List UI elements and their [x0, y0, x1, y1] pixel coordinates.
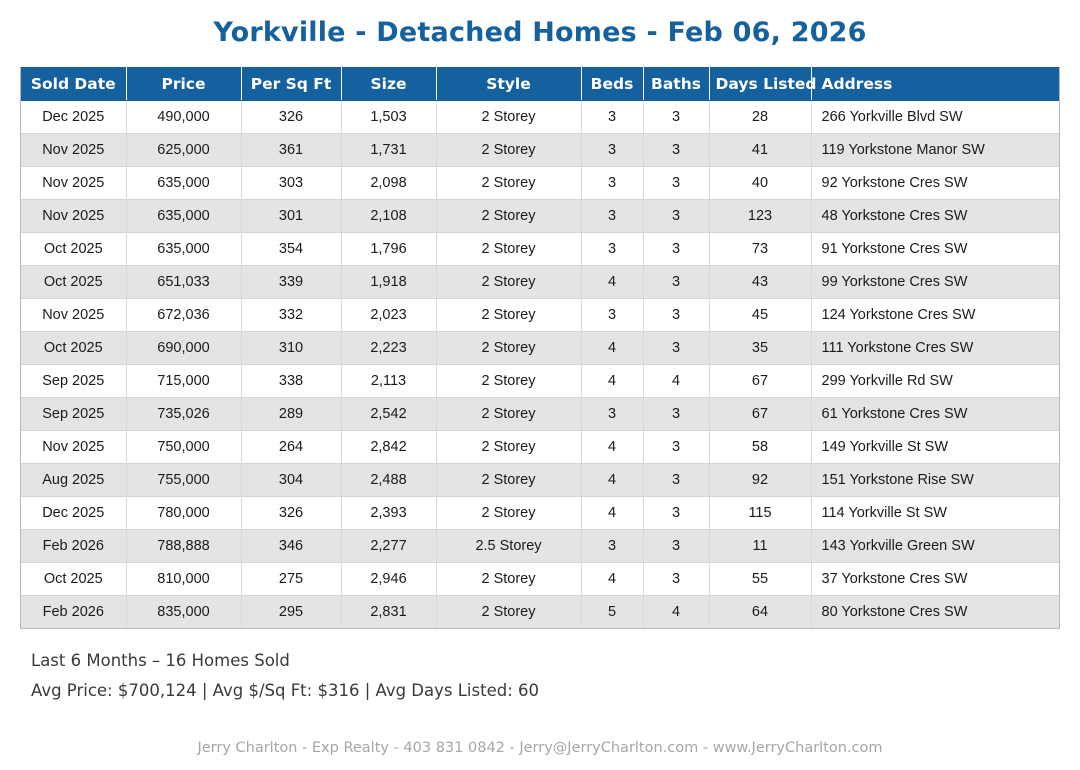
cell-style: 2 Storey [436, 463, 581, 496]
cell-address: 266 Yorkville Blvd SW [811, 100, 1059, 133]
table-row[interactable] [21, 232, 1059, 265]
cell-days-listed: 45 [709, 298, 811, 331]
cell-days-listed: 123 [709, 199, 811, 232]
cell-sold-date: Dec 2025 [21, 496, 126, 529]
cell-style: 2 Storey [436, 265, 581, 298]
cell-per-sq-ft: 326 [241, 496, 341, 529]
cell-per-sq-ft: 310 [241, 331, 341, 364]
cell-sold-date: Aug 2025 [21, 463, 126, 496]
table-row[interactable] [21, 100, 1059, 133]
cell-style: 2 Storey [436, 133, 581, 166]
cell-size: 2,393 [341, 496, 436, 529]
cell-baths: 3 [643, 430, 709, 463]
cell-sold-date: Nov 2025 [21, 298, 126, 331]
table-row[interactable] [21, 463, 1059, 496]
cell-beds: 3 [581, 100, 643, 133]
cell-size: 2,277 [341, 529, 436, 562]
cell-per-sq-ft: 275 [241, 562, 341, 595]
cell-beds: 3 [581, 199, 643, 232]
cell-days-listed: 64 [709, 595, 811, 628]
table-row[interactable] [21, 199, 1059, 232]
cell-style: 2 Storey [436, 331, 581, 364]
cell-days-listed: 55 [709, 562, 811, 595]
cell-beds: 4 [581, 430, 643, 463]
cell-size: 1,918 [341, 265, 436, 298]
cell-address: 91 Yorkstone Cres SW [811, 232, 1059, 265]
cell-style: 2 Storey [436, 298, 581, 331]
column-header-price[interactable]: Price [126, 67, 241, 100]
cell-beds: 4 [581, 562, 643, 595]
cell-days-listed: 40 [709, 166, 811, 199]
cell-address: 92 Yorkstone Cres SW [811, 166, 1059, 199]
cell-size: 1,796 [341, 232, 436, 265]
table-body [21, 100, 1059, 628]
column-header-beds[interactable]: Beds [581, 67, 643, 100]
summary-block [31, 646, 1080, 706]
cell-days-listed: 41 [709, 133, 811, 166]
cell-size: 1,731 [341, 133, 436, 166]
column-header-sold-date[interactable]: Sold Date [21, 67, 126, 100]
cell-beds: 4 [581, 331, 643, 364]
cell-address: 37 Yorkstone Cres SW [811, 562, 1059, 595]
cell-size: 2,946 [341, 562, 436, 595]
cell-baths: 3 [643, 166, 709, 199]
cell-price: 635,000 [126, 199, 241, 232]
sales-table [21, 67, 1059, 628]
cell-price: 810,000 [126, 562, 241, 595]
cell-per-sq-ft: 264 [241, 430, 341, 463]
cell-price: 755,000 [126, 463, 241, 496]
cell-per-sq-ft: 301 [241, 199, 341, 232]
column-header-per-sq-ft[interactable]: Per Sq Ft [241, 67, 341, 100]
cell-sold-date: Nov 2025 [21, 199, 126, 232]
cell-beds: 5 [581, 595, 643, 628]
cell-price: 780,000 [126, 496, 241, 529]
page-title: Yorkville - Detached Homes - Feb 06, 2026 [213, 17, 867, 48]
cell-price: 788,888 [126, 529, 241, 562]
cell-address: 143 Yorkville Green SW [811, 529, 1059, 562]
cell-days-listed: 67 [709, 397, 811, 430]
cell-days-listed: 58 [709, 430, 811, 463]
cell-sold-date: Nov 2025 [21, 133, 126, 166]
cell-sold-date: Nov 2025 [21, 430, 126, 463]
table-row[interactable] [21, 298, 1059, 331]
cell-per-sq-ft: 339 [241, 265, 341, 298]
cell-price: 625,000 [126, 133, 241, 166]
cell-baths: 3 [643, 331, 709, 364]
cell-days-listed: 73 [709, 232, 811, 265]
agent-credit-line: Jerry Charlton - Exp Realty - 403 831 0842 - Jerry@JerryCharlton.com - www.JerryCharlton.com [197, 740, 883, 756]
sales-table-container [20, 67, 1060, 629]
cell-per-sq-ft: 326 [241, 100, 341, 133]
cell-beds: 3 [581, 529, 643, 562]
cell-size: 2,831 [341, 595, 436, 628]
cell-days-listed: 115 [709, 496, 811, 529]
table-row[interactable] [21, 595, 1059, 628]
cell-style: 2 Storey [436, 232, 581, 265]
cell-style: 2.5 Storey [436, 529, 581, 562]
summary-line-averages: Avg Price: $700,124 | Avg $/Sq Ft: $316 | Avg Days Listed: 60 [31, 681, 539, 701]
cell-price: 635,000 [126, 166, 241, 199]
cell-size: 2,108 [341, 199, 436, 232]
cell-style: 2 Storey [436, 562, 581, 595]
cell-days-listed: 67 [709, 364, 811, 397]
cell-address: 80 Yorkstone Cres SW [811, 595, 1059, 628]
cell-per-sq-ft: 289 [241, 397, 341, 430]
cell-baths: 3 [643, 496, 709, 529]
column-header-size[interactable]: Size [341, 67, 436, 100]
table-row[interactable] [21, 166, 1059, 199]
column-header-address[interactable]: Address [811, 67, 1059, 100]
cell-baths: 3 [643, 232, 709, 265]
cell-beds: 4 [581, 463, 643, 496]
cell-sold-date: Oct 2025 [21, 331, 126, 364]
table-row[interactable] [21, 397, 1059, 430]
cell-per-sq-ft: 346 [241, 529, 341, 562]
cell-sold-date: Sep 2025 [21, 364, 126, 397]
cell-beds: 3 [581, 166, 643, 199]
cell-beds: 3 [581, 397, 643, 430]
cell-price: 672,036 [126, 298, 241, 331]
cell-beds: 3 [581, 133, 643, 166]
cell-sold-date: Oct 2025 [21, 265, 126, 298]
table-row[interactable] [21, 496, 1059, 529]
table-row[interactable] [21, 562, 1059, 595]
cell-baths: 4 [643, 595, 709, 628]
column-header-baths[interactable]: Baths [643, 67, 709, 100]
cell-price: 635,000 [126, 232, 241, 265]
cell-baths: 3 [643, 529, 709, 562]
cell-price: 715,000 [126, 364, 241, 397]
cell-beds: 3 [581, 298, 643, 331]
table-row[interactable] [21, 364, 1059, 397]
cell-size: 1,503 [341, 100, 436, 133]
cell-days-listed: 28 [709, 100, 811, 133]
cell-style: 2 Storey [436, 595, 581, 628]
cell-sold-date: Feb 2026 [21, 595, 126, 628]
table-header [21, 67, 1059, 100]
cell-size: 2,488 [341, 463, 436, 496]
cell-days-listed: 92 [709, 463, 811, 496]
cell-beds: 4 [581, 364, 643, 397]
table-row[interactable] [21, 265, 1059, 298]
cell-price: 835,000 [126, 595, 241, 628]
cell-beds: 4 [581, 265, 643, 298]
cell-per-sq-ft: 354 [241, 232, 341, 265]
cell-address: 99 Yorkstone Cres SW [811, 265, 1059, 298]
cell-size: 2,223 [341, 331, 436, 364]
cell-address: 151 Yorkstone Rise SW [811, 463, 1059, 496]
cell-address: 299 Yorkville Rd SW [811, 364, 1059, 397]
cell-baths: 3 [643, 199, 709, 232]
cell-address: 124 Yorkstone Cres SW [811, 298, 1059, 331]
cell-baths: 3 [643, 298, 709, 331]
column-header-style[interactable]: Style [436, 67, 581, 100]
summary-line-homes-sold: Last 6 Months – 16 Homes Sold [31, 651, 290, 671]
cell-size: 2,098 [341, 166, 436, 199]
cell-sold-date: Oct 2025 [21, 232, 126, 265]
cell-per-sq-ft: 304 [241, 463, 341, 496]
table-row[interactable] [21, 331, 1059, 364]
table-row[interactable] [21, 529, 1059, 562]
cell-per-sq-ft: 303 [241, 166, 341, 199]
cell-baths: 3 [643, 397, 709, 430]
cell-size: 2,842 [341, 430, 436, 463]
cell-style: 2 Storey [436, 397, 581, 430]
cell-price: 651,033 [126, 265, 241, 298]
cell-price: 490,000 [126, 100, 241, 133]
cell-address: 61 Yorkstone Cres SW [811, 397, 1059, 430]
cell-price: 690,000 [126, 331, 241, 364]
cell-price: 735,026 [126, 397, 241, 430]
cell-size: 2,542 [341, 397, 436, 430]
cell-baths: 3 [643, 265, 709, 298]
cell-style: 2 Storey [436, 430, 581, 463]
column-header-days-listed[interactable]: Days Listed [709, 67, 811, 100]
cell-baths: 3 [643, 562, 709, 595]
cell-address: 114 Yorkville St SW [811, 496, 1059, 529]
cell-style: 2 Storey [436, 364, 581, 397]
cell-per-sq-ft: 361 [241, 133, 341, 166]
cell-baths: 3 [643, 463, 709, 496]
cell-style: 2 Storey [436, 496, 581, 529]
cell-price: 750,000 [126, 430, 241, 463]
cell-per-sq-ft: 332 [241, 298, 341, 331]
table-row[interactable] [21, 133, 1059, 166]
cell-days-listed: 11 [709, 529, 811, 562]
cell-per-sq-ft: 295 [241, 595, 341, 628]
cell-style: 2 Storey [436, 166, 581, 199]
cell-days-listed: 43 [709, 265, 811, 298]
cell-style: 2 Storey [436, 100, 581, 133]
cell-address: 48 Yorkstone Cres SW [811, 199, 1059, 232]
cell-address: 111 Yorkstone Cres SW [811, 331, 1059, 364]
cell-sold-date: Nov 2025 [21, 166, 126, 199]
cell-days-listed: 35 [709, 331, 811, 364]
cell-baths: 3 [643, 100, 709, 133]
cell-baths: 4 [643, 364, 709, 397]
table-row[interactable] [21, 430, 1059, 463]
cell-address: 149 Yorkville St SW [811, 430, 1059, 463]
cell-style: 2 Storey [436, 199, 581, 232]
table-header-row [21, 67, 1059, 100]
cell-sold-date: Dec 2025 [21, 100, 126, 133]
cell-size: 2,023 [341, 298, 436, 331]
cell-per-sq-ft: 338 [241, 364, 341, 397]
cell-beds: 4 [581, 496, 643, 529]
cell-beds: 3 [581, 232, 643, 265]
cell-sold-date: Oct 2025 [21, 562, 126, 595]
cell-baths: 3 [643, 133, 709, 166]
cell-size: 2,113 [341, 364, 436, 397]
cell-sold-date: Sep 2025 [21, 397, 126, 430]
cell-sold-date: Feb 2026 [21, 529, 126, 562]
cell-address: 119 Yorkstone Manor SW [811, 133, 1059, 166]
